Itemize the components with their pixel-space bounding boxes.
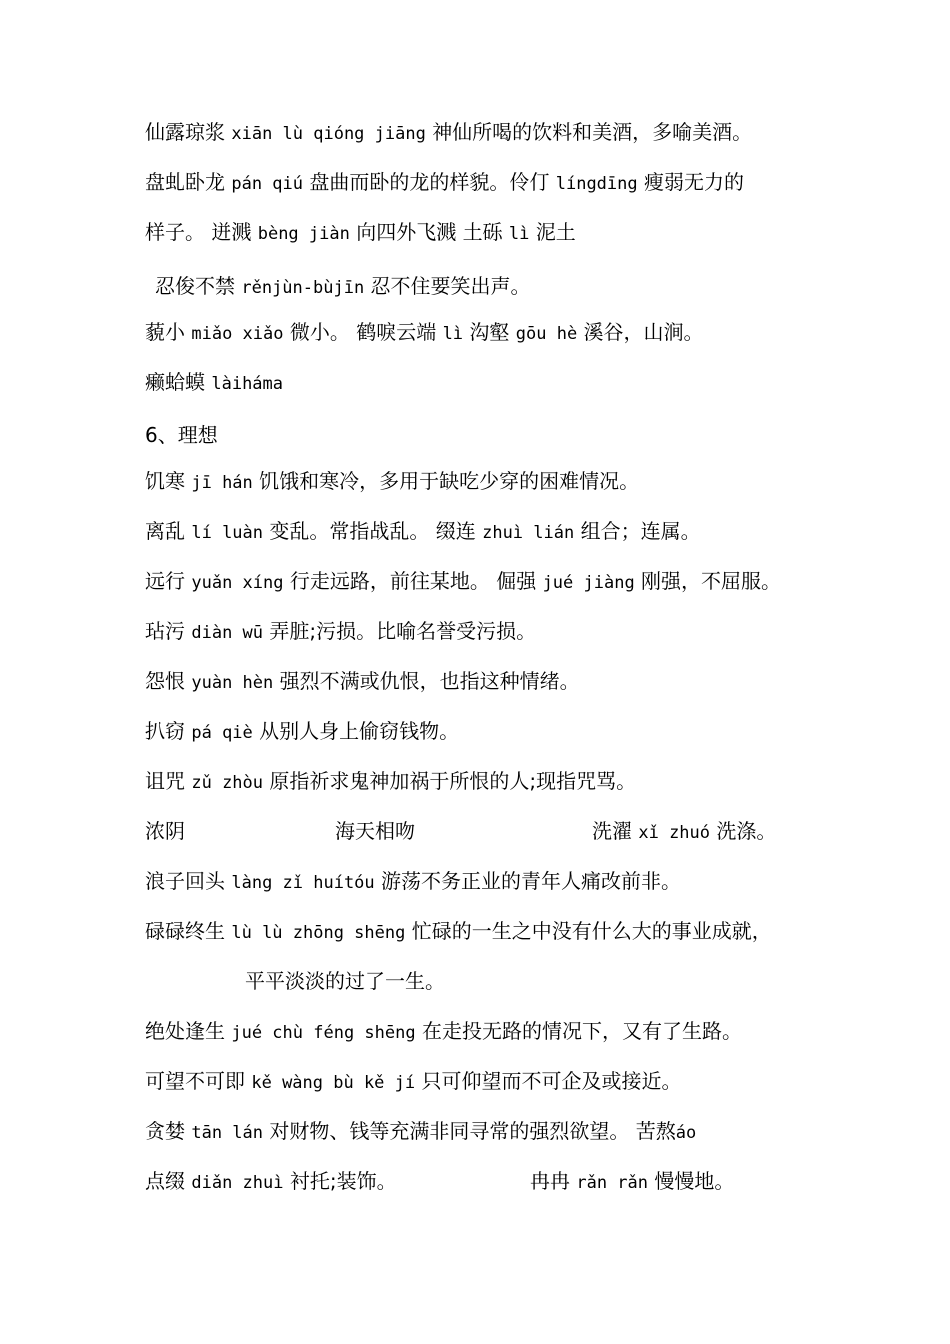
term: 离乱: [145, 519, 185, 543]
pinyin: làng zǐ huítóu: [231, 873, 375, 893]
term: 远行: [145, 569, 185, 593]
pinyin: jī hán: [191, 473, 253, 493]
pinyin: zhuì lián: [482, 523, 575, 543]
entry-line: [145, 118, 845, 148]
definition: 在走投无路的情况下，又有了生路。: [421, 1019, 742, 1043]
definition: 盘曲而卧的龙的样貌。伶仃: [309, 170, 550, 194]
pinyin: diǎn zhuì: [191, 1173, 284, 1193]
pinyin: pá qiè: [191, 723, 253, 743]
definition: 饥饿和寒冷，多用于缺吃少穿的困难情况。: [259, 469, 640, 493]
definition: 组合；连属。: [580, 519, 701, 543]
entry-line: [145, 867, 845, 897]
term: 盘虬卧龙: [145, 170, 225, 194]
term: 土砾: [462, 220, 503, 244]
term: 碌碌终生: [145, 919, 225, 943]
entry-line: [145, 1017, 845, 1047]
pinyin: lì: [508, 224, 530, 244]
entry-line: [145, 767, 845, 797]
term: 苦熬: [635, 1119, 676, 1143]
definition: 溪谷，山涧。: [583, 320, 704, 344]
term: 扒窃: [145, 719, 185, 743]
term: 诅咒: [145, 769, 185, 793]
pinyin: bèng jiàn: [257, 224, 350, 244]
pinyin: tān lán: [191, 1123, 264, 1143]
entry-line: [155, 272, 855, 302]
term: 冉冉: [530, 1169, 570, 1193]
pinyin: miǎo xiǎo: [191, 324, 284, 344]
entry-line: [145, 717, 845, 747]
entry-line: [145, 1167, 845, 1197]
entry-line: [145, 467, 845, 497]
entry-line: [145, 667, 845, 697]
definition: 原指祈求鬼神加祸于所恨的人;现指咒骂。: [269, 769, 637, 793]
term: 浓阴: [145, 819, 185, 843]
entry-line: [145, 1067, 845, 1097]
definition: 游荡不务正业的青年人痛改前非。: [381, 869, 682, 893]
term: 玷污: [145, 619, 185, 643]
pinyin: lí luàn: [191, 523, 264, 543]
section-heading: [145, 421, 845, 449]
term: 倔强: [496, 569, 537, 593]
definition: 弄脏;污损。比喻名誉受污损。: [269, 619, 537, 643]
term: 沟壑: [469, 320, 510, 344]
definition: 只可仰望而不可企及或接近。: [421, 1069, 682, 1093]
definition: 样子。: [145, 220, 205, 244]
pinyin: xiān lù qióng jiāng: [231, 124, 426, 144]
definition: 向四外飞溅: [356, 220, 457, 244]
definition: 泥土: [535, 220, 576, 244]
term: 浪子回头: [145, 869, 225, 893]
pinyin: rěnjùn-bùjīn: [241, 278, 365, 298]
term: 癞蛤蟆: [145, 370, 205, 394]
pinyin: jué chù féng shēng: [231, 1023, 416, 1043]
definition: 变乱。常指战乱。: [269, 519, 430, 543]
term: 怨恨: [145, 669, 185, 693]
entry-line: [145, 517, 845, 547]
term: 缀连: [435, 519, 476, 543]
definition: 神仙所喝的饮料和美酒，多喻美酒。: [432, 120, 753, 144]
pinyin: yuàn hèn: [191, 673, 274, 693]
pinyin: làihámа: [211, 374, 284, 394]
term: 忍俊不禁: [155, 274, 235, 298]
pinyin: zǔ zhòu: [191, 773, 264, 793]
section-title: 6、理想: [145, 423, 218, 447]
term: 迸溅: [211, 220, 252, 244]
entry-line: [145, 917, 845, 947]
term: 绝处逢生: [145, 1019, 225, 1043]
pinyin: jué jiàng: [542, 573, 635, 593]
pinyin: diàn wū: [191, 623, 264, 643]
pinyin: yuǎn xíng: [191, 573, 284, 593]
pinyin: kě wàng bù kě jí: [251, 1073, 416, 1093]
pinyin: lì: [442, 324, 464, 344]
pinyin: áo: [675, 1123, 697, 1143]
definition: 衬托;装饰。: [289, 1169, 397, 1193]
pinyin: gōu hè: [515, 324, 578, 344]
term: 藐小: [145, 320, 185, 344]
pinyin: pán qiú: [231, 174, 304, 194]
term: 海天相吻: [335, 819, 415, 843]
entry-line: [145, 567, 845, 597]
entry-line: [145, 817, 845, 845]
definition: 刚强，不屈服。: [641, 569, 782, 593]
definition: 忙碌的一生之中没有什么大的事业成就，: [411, 919, 772, 943]
term: 洗濯: [592, 819, 632, 843]
pinyin: rǎn rǎn: [576, 1173, 649, 1193]
pinyin: xǐ zhuó: [638, 823, 711, 843]
definition: 对财物、钱等充满非同寻常的强烈欲望。: [269, 1119, 630, 1143]
entry-line: [145, 318, 845, 348]
entry-line: [145, 617, 845, 647]
definition: 瘦弱无力的: [643, 170, 744, 194]
definition: 平平淡淡的过了一生。: [245, 969, 445, 993]
entry-line-continued: [245, 967, 945, 995]
term: 可望不可即: [145, 1069, 245, 1093]
definition: 微小。: [289, 320, 350, 344]
entry-line: [145, 168, 845, 198]
entry-line: [145, 218, 845, 248]
term: 贪婪: [145, 1119, 185, 1143]
definition: 慢慢地。: [654, 1169, 735, 1193]
definition: 行走远路，前往某地。: [289, 569, 490, 593]
term: 鹤唳云端: [356, 320, 437, 344]
definition: 忍不住要笑出声。: [370, 274, 531, 298]
term: 仙露琼浆: [145, 120, 225, 144]
definition: 从别人身上偷窃钱物。: [259, 719, 460, 743]
pinyin: língdīng: [555, 174, 638, 194]
term: 饥寒: [145, 469, 185, 493]
pinyin: lù lù zhōng shēng: [231, 923, 406, 943]
term: 点缀: [145, 1169, 185, 1193]
definition: 强烈不满或仇恨，也指这种情绪。: [279, 669, 580, 693]
entry-line: [145, 1117, 845, 1147]
entry-line: [145, 368, 845, 398]
definition: 洗涤。: [716, 819, 777, 843]
